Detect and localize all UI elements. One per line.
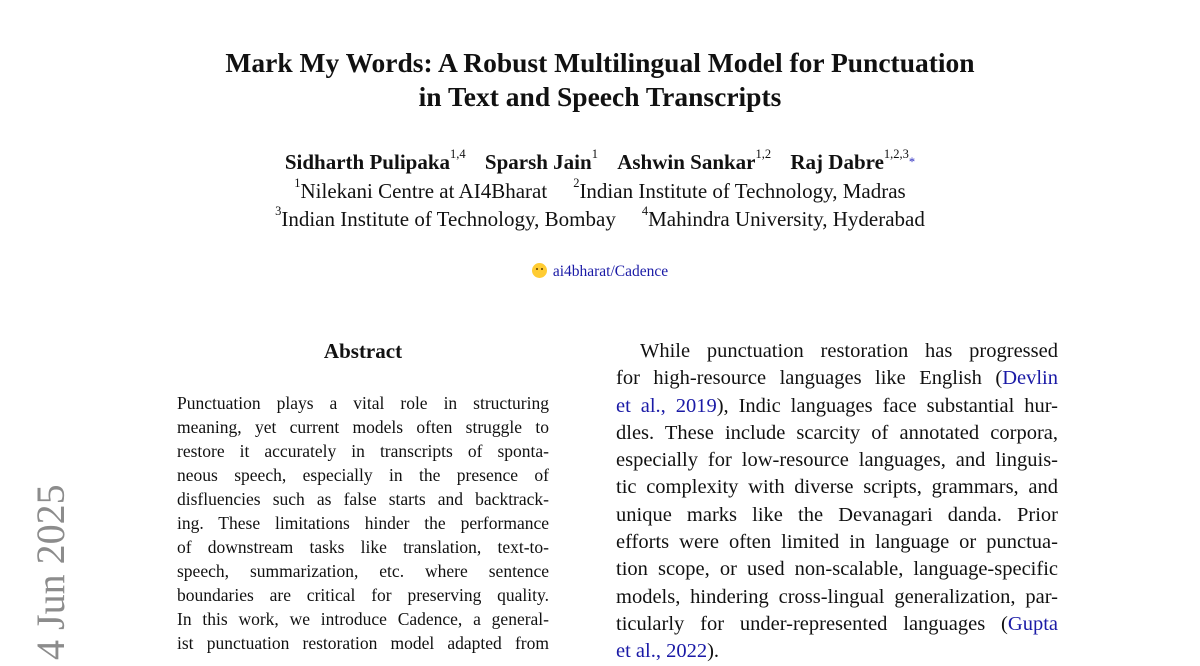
abstract-line: Punctuation plays a vital role in structuring xyxy=(177,393,549,413)
abstract-line: meaning, yet current models often struggle to xyxy=(177,417,549,437)
author-1: Sidharth Pulipaka$^{1,4}$ xyxy=(284,147,466,174)
body-line: While punctuation restoration has progressed xyxy=(640,340,1058,362)
abstract-text xyxy=(177,391,549,655)
citation-gupta-year[interactable]: et al., 2022 xyxy=(616,640,708,663)
corresponding-author-mark[interactable]: * xyxy=(908,155,916,169)
affiliation-row-2 xyxy=(150,200,1050,233)
author-3: Ashwin Sankar$^{1,2}$ xyxy=(617,147,772,174)
abstract-line: ist punctuation restoration model adapted from xyxy=(177,633,549,653)
paper-title xyxy=(150,46,1050,114)
affiliation-3: $^3$Indian Institute of Technology, Bombay xyxy=(275,204,616,231)
body-line: et al., 2019), Indic languages face substantial hur- xyxy=(616,394,1058,417)
affiliation-2: $^2$Indian Institute of Technology, Madras xyxy=(573,176,906,203)
citation-devlin-year[interactable]: et al., 2019 xyxy=(616,394,717,417)
hugging-face-icon xyxy=(532,263,547,278)
intro-paragraph xyxy=(616,338,1058,666)
abstract-line: disfluencies such as false starts and backtrack- xyxy=(177,489,549,509)
abstract-line: of downstream tasks like translation, text-to- xyxy=(177,537,549,557)
citation-devlin[interactable]: Devlin xyxy=(1002,367,1058,390)
body-line: dles. These include scarcity of annotated corpora, xyxy=(616,421,1058,444)
affiliation-1: $^1$Nilekani Centre at AI4Bharat xyxy=(294,176,548,203)
author-4: Raj Dabre$^{1,2,3}$* xyxy=(790,147,916,174)
affiliation-4: $^4$Mahindra University, Hyderabad xyxy=(641,204,925,231)
body-line: tic complexity with diverse scripts, grammars, and xyxy=(616,476,1058,499)
body-line: ticularly for under-represented languages (Gupta xyxy=(616,612,1058,635)
body-line: for high-resource languages like English (Devlin xyxy=(616,367,1058,390)
arxiv-date-stamp: 4 Jun 2025 xyxy=(28,484,73,660)
title-line-1: Mark My Words: A Robust Multilingual Model for Punctuation xyxy=(225,47,975,78)
body-line: especially for low-resource languages, and linguis- xyxy=(616,449,1058,472)
body-line: et al., 2022). xyxy=(616,640,720,663)
body-line: tion scope, or used non-scalable, language-specific xyxy=(616,558,1058,581)
abstract-line: In this work, we introduce Cadence, a general- xyxy=(177,609,549,629)
citation-gupta[interactable]: Gupta xyxy=(1007,612,1058,635)
abstract-heading: Abstract xyxy=(323,339,403,363)
title-line-2: in Text and Speech Transcripts xyxy=(418,81,782,112)
abstract-line: boundaries are critical for preserving quality. xyxy=(177,585,549,605)
abstract-line: neous speech, especially in the presence of xyxy=(177,465,549,485)
body-line: models, hindering cross-lingual generalization, par- xyxy=(616,585,1058,608)
arxiv-sidebar xyxy=(28,440,88,660)
body-line: unique marks like the Devanagari danda. Prior xyxy=(616,503,1058,526)
repo-link[interactable]: ai4bharat/Cadence xyxy=(552,263,669,280)
repo-link-row xyxy=(150,261,1050,282)
abstract-line: restore it accurately in transcripts of sponta- xyxy=(177,441,549,461)
abstract-line: speech, summarization, etc. where sentence xyxy=(177,561,549,581)
author-2: Sparsh Jain$^1$ xyxy=(484,147,598,174)
abstract-line: ing. These limitations hinder the performance xyxy=(177,513,549,533)
body-line: efforts were often limited in language or punctua- xyxy=(616,531,1058,554)
